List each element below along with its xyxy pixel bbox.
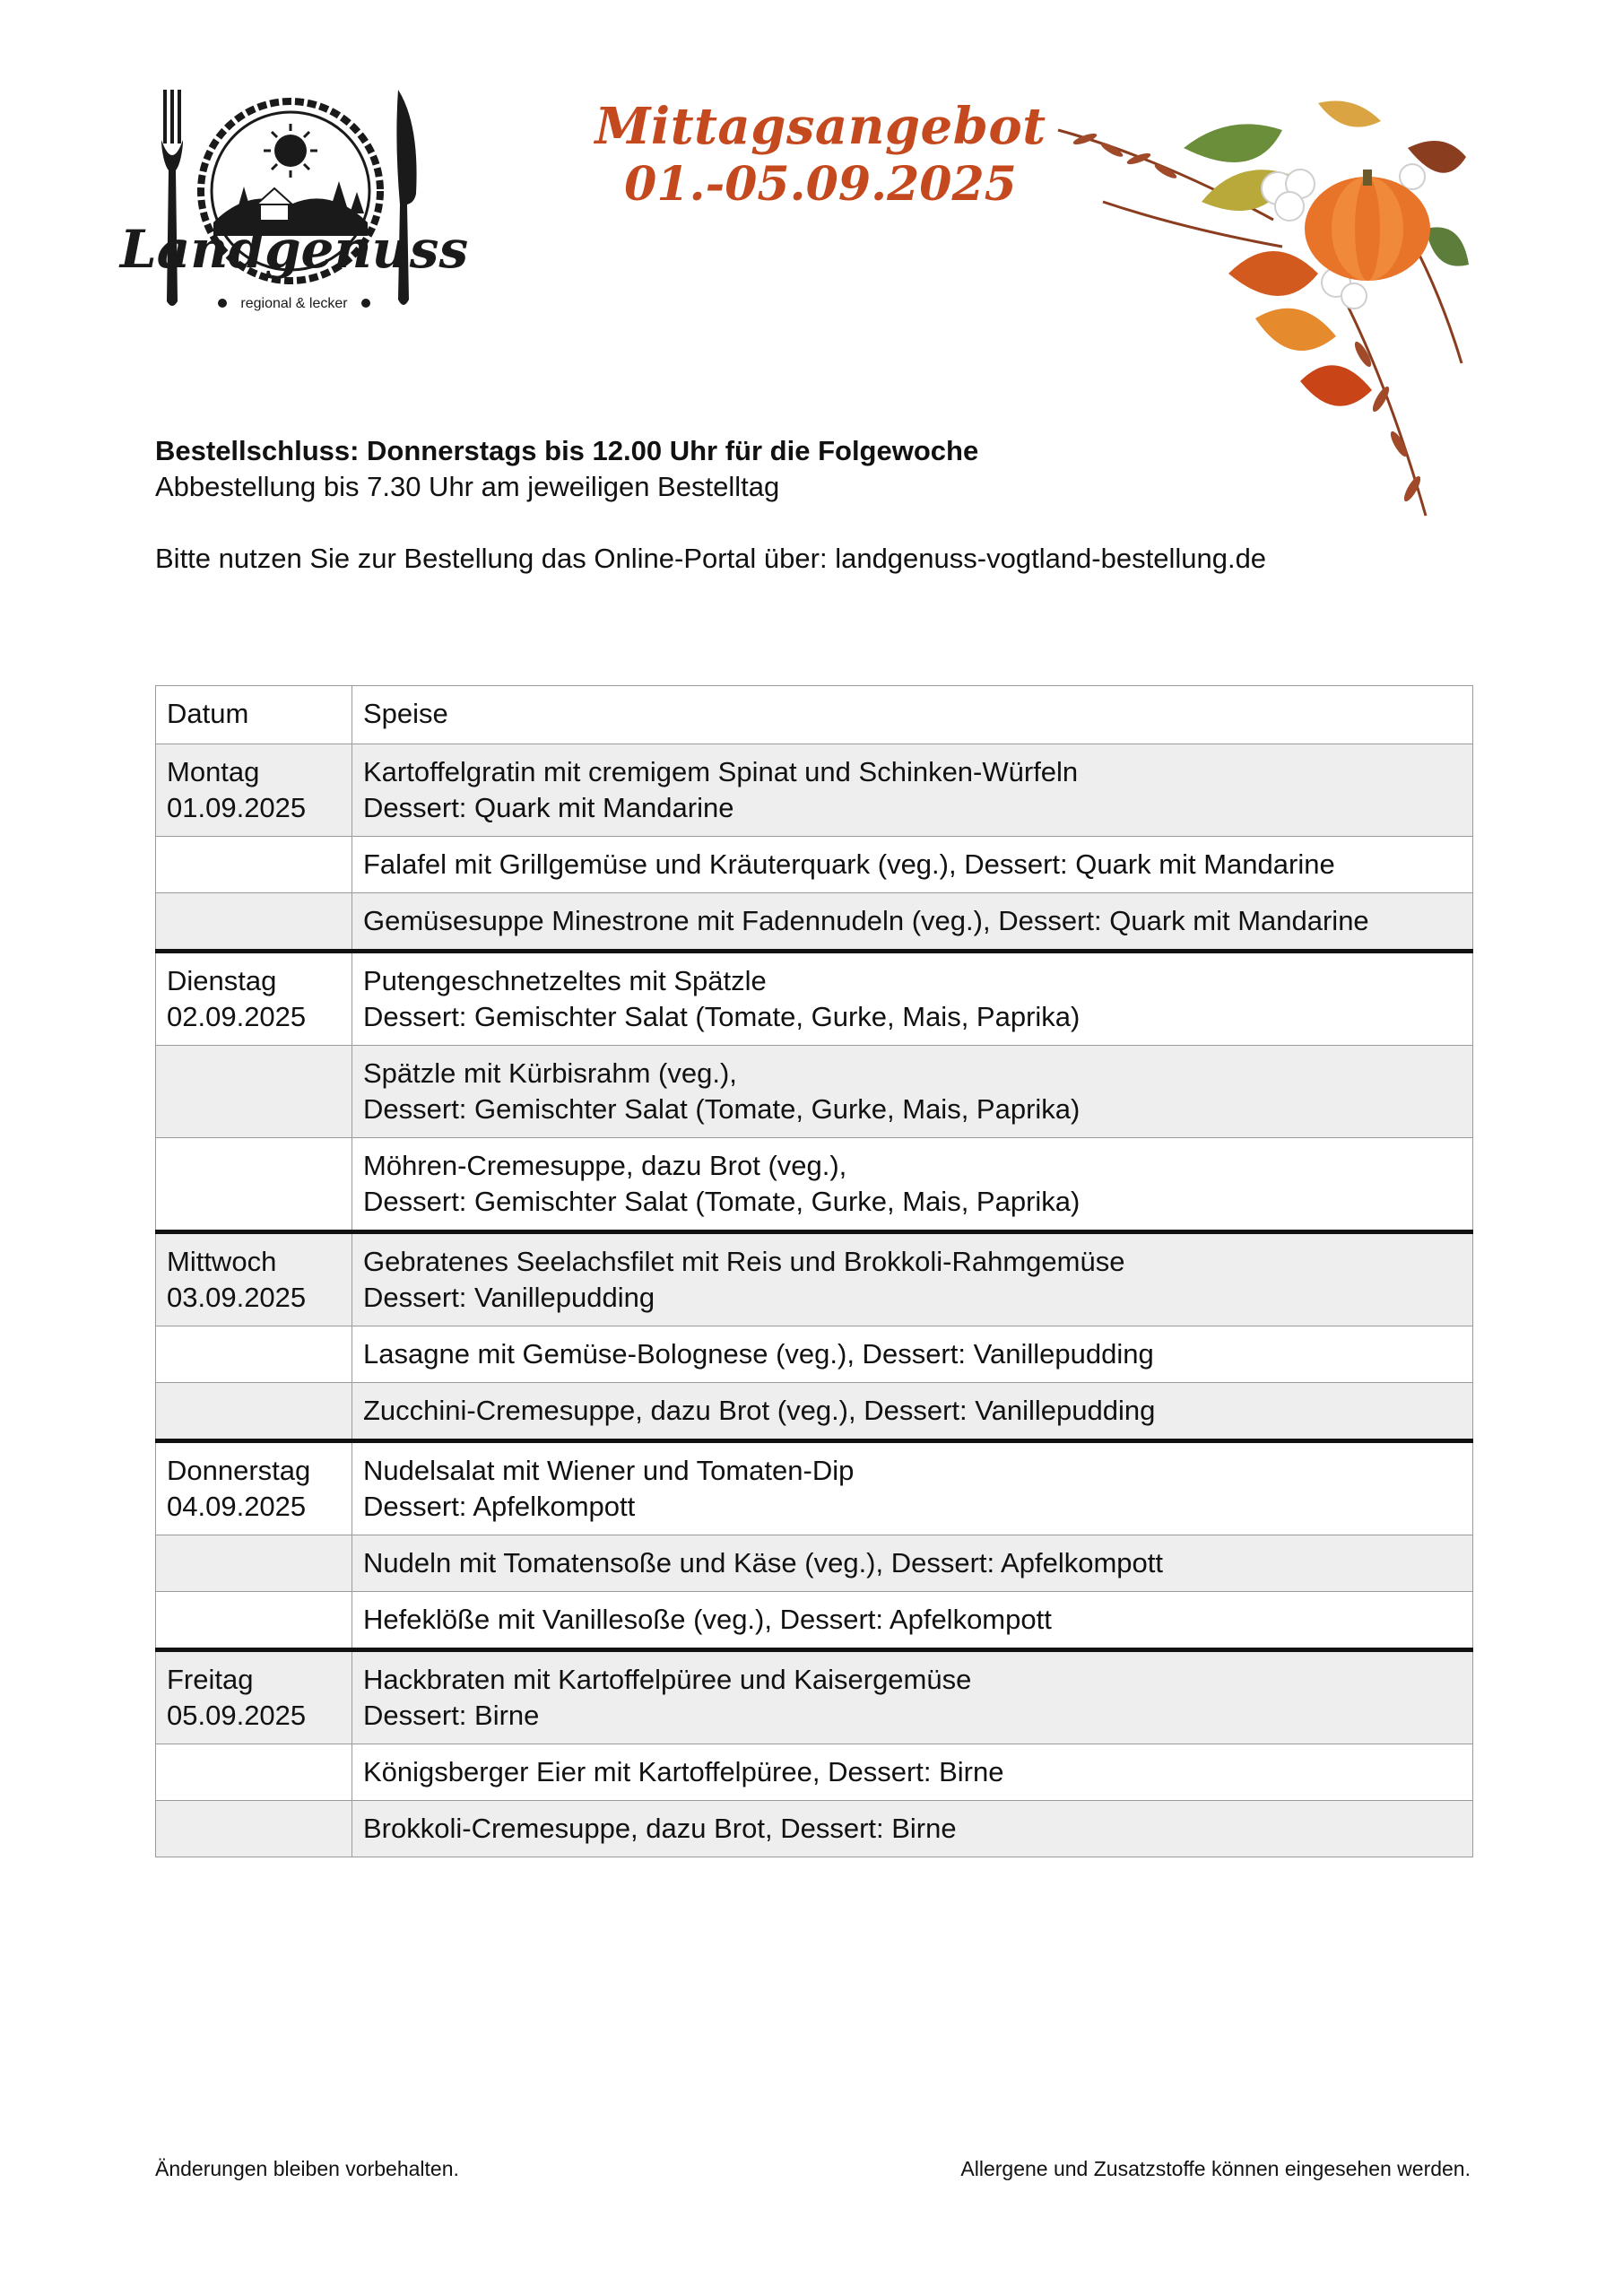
- dish-cell: [352, 1383, 1473, 1441]
- dish-cell: [352, 837, 1473, 893]
- table-header-row: [156, 686, 1473, 744]
- date-range: 01.-05.09.2025: [624, 157, 1017, 212]
- dish-text-continued: Dessert: Apfelkompott: [363, 1491, 636, 1522]
- dish-cell: [352, 893, 1473, 952]
- table-row: [156, 1046, 1473, 1138]
- weekday-label: Montag: [167, 756, 260, 787]
- dish-cell: [352, 1744, 1473, 1801]
- dish-text: Hefeklöße mit Vanillesoße (veg.), Dessert: Apfelkompott: [363, 1604, 1052, 1635]
- date-label: 03.09.2025: [167, 1282, 307, 1313]
- table-row: [156, 744, 1473, 837]
- dish-text: Nudeln mit Tomatensoße und Käse (veg.), Dessert: Apfelkompott: [363, 1547, 1163, 1578]
- dish-text: Gemüsesuppe Minestrone mit Fadennudeln (veg.), Dessert: Quark mit Mandarine: [363, 905, 1369, 936]
- weekday-label: Mittwoch: [167, 1246, 277, 1277]
- date-cell: [156, 1441, 352, 1535]
- date-cell: [156, 1744, 352, 1801]
- date-label: 04.09.2025: [167, 1491, 307, 1522]
- date-cell: [156, 1326, 352, 1383]
- table-row: [156, 1441, 1473, 1535]
- date-cell: [156, 1535, 352, 1592]
- table-row: [156, 1383, 1473, 1441]
- dish-text: Nudelsalat mit Wiener und Tomaten-Dip: [363, 1455, 855, 1486]
- date-label: 05.09.2025: [167, 1700, 307, 1731]
- dish-text-continued: Dessert: Gemischter Salat (Tomate, Gurke, Mais, Paprika): [363, 1001, 1081, 1032]
- weekday-label: Donnerstag: [167, 1455, 311, 1486]
- logo-tagline-text: regional & lecker: [240, 296, 348, 311]
- date-cell: [156, 744, 352, 837]
- footer-allergen-note: Allergene und Zusatzstoffe können eingesehen werden.: [960, 2157, 1471, 2180]
- dish-text-continued: Dessert: Quark mit Mandarine: [363, 792, 734, 823]
- table-row: [156, 893, 1473, 952]
- dish-cell: [352, 1592, 1473, 1650]
- autumn-pumpkin-leaves-icon: [1049, 94, 1471, 529]
- date-cell: [156, 1650, 352, 1744]
- date-column-header: Datum: [156, 686, 352, 744]
- table-row: [156, 1592, 1473, 1650]
- dish-cell: [352, 1535, 1473, 1592]
- landgenuss-logo: [119, 88, 469, 323]
- weekday-label: Dienstag: [167, 965, 277, 996]
- table-row: [156, 837, 1473, 893]
- dish-text: Putengeschnetzeltes mit Spätzle: [363, 965, 767, 996]
- date-label: 02.09.2025: [167, 1001, 307, 1032]
- dish-text: Lasagne mit Gemüse-Bolognese (veg.), Dessert: Vanillepudding: [363, 1338, 1154, 1370]
- date-cell: [156, 1801, 352, 1857]
- order-deadline-text: Bestellschluss: Donnerstags bis 12.00 Uhr für die Folgewoche: [155, 435, 979, 466]
- dish-text-continued: Dessert: Birne: [363, 1700, 540, 1731]
- logo-brand-text: Landgenuss: [119, 219, 469, 280]
- dish-cell: [352, 1650, 1473, 1744]
- dish-cell: [352, 1441, 1473, 1535]
- table-row: [156, 1138, 1473, 1232]
- dish-text: Möhren-Cremesuppe, dazu Brot (veg.),: [363, 1150, 847, 1181]
- dish-text: Kartoffelgratin mit cremigem Spinat und Schinken-Würfeln: [363, 756, 1079, 787]
- date-cell: [156, 893, 352, 952]
- date-cell: [156, 1592, 352, 1650]
- dish-text-continued: Dessert: Gemischter Salat (Tomate, Gurke, Mais, Paprika): [363, 1186, 1081, 1217]
- weekday-label: Freitag: [167, 1664, 254, 1695]
- dish-cell: [352, 1138, 1473, 1232]
- dish-text-continued: Dessert: Gemischter Salat (Tomate, Gurke, Mais, Paprika): [363, 1093, 1081, 1125]
- dish-text: Königsberger Eier mit Kartoffelpüree, Dessert: Birne: [363, 1756, 1004, 1787]
- date-cell: [156, 1232, 352, 1326]
- table-row: [156, 1535, 1473, 1592]
- dish-text: Spätzle mit Kürbisrahm (veg.),: [363, 1057, 737, 1089]
- dish-text: Zucchini-Cremesuppe, dazu Brot (veg.), Dessert: Vanillepudding: [363, 1395, 1156, 1426]
- dish-cell: [352, 1326, 1473, 1383]
- dish-cell: [352, 744, 1473, 837]
- cancellation-text: Abbestellung bis 7.30 Uhr am jeweiligen Bestelltag: [155, 471, 780, 502]
- table-row: [156, 952, 1473, 1046]
- table-row: [156, 1744, 1473, 1801]
- table-row: [156, 1650, 1473, 1744]
- table-row: [156, 1801, 1473, 1857]
- dish-text: Falafel mit Grillgemüse und Kräuterquark (veg.), Dessert: Quark mit Mandarine: [363, 848, 1335, 880]
- dish-cell: [352, 1046, 1473, 1138]
- date-cell: [156, 952, 352, 1046]
- title-block: [574, 97, 1067, 213]
- date-cell: [156, 1383, 352, 1441]
- dish-text: Brokkoli-Cremesuppe, dazu Brot, Dessert: Birne: [363, 1813, 957, 1844]
- date-cell: [156, 1138, 352, 1232]
- date-label: 01.09.2025: [167, 792, 307, 823]
- table-row: [156, 1232, 1473, 1326]
- date-cell: [156, 1046, 352, 1138]
- page-title: Mittagsangebot: [595, 97, 1046, 156]
- dish-text: Gebratenes Seelachsfilet mit Reis und Brokkoli-Rahmgemüse: [363, 1246, 1125, 1277]
- menu-table: [155, 685, 1473, 1857]
- table-row: [156, 1326, 1473, 1383]
- dish-cell: [352, 1801, 1473, 1857]
- date-cell: [156, 837, 352, 893]
- footer-disclaimer: Änderungen bleiben vorbehalten.: [155, 2157, 459, 2180]
- dish-cell: [352, 952, 1473, 1046]
- dish-text-continued: Dessert: Vanillepudding: [363, 1282, 655, 1313]
- dish-column-header: Speise: [352, 686, 1473, 744]
- dish-cell: [352, 1232, 1473, 1326]
- dish-text: Hackbraten mit Kartoffelpüree und Kaisergemüse: [363, 1664, 972, 1695]
- portal-text: Bitte nutzen Sie zur Bestellung das Online-Portal über: landgenuss-vogtland-bestellung.de: [155, 543, 1267, 574]
